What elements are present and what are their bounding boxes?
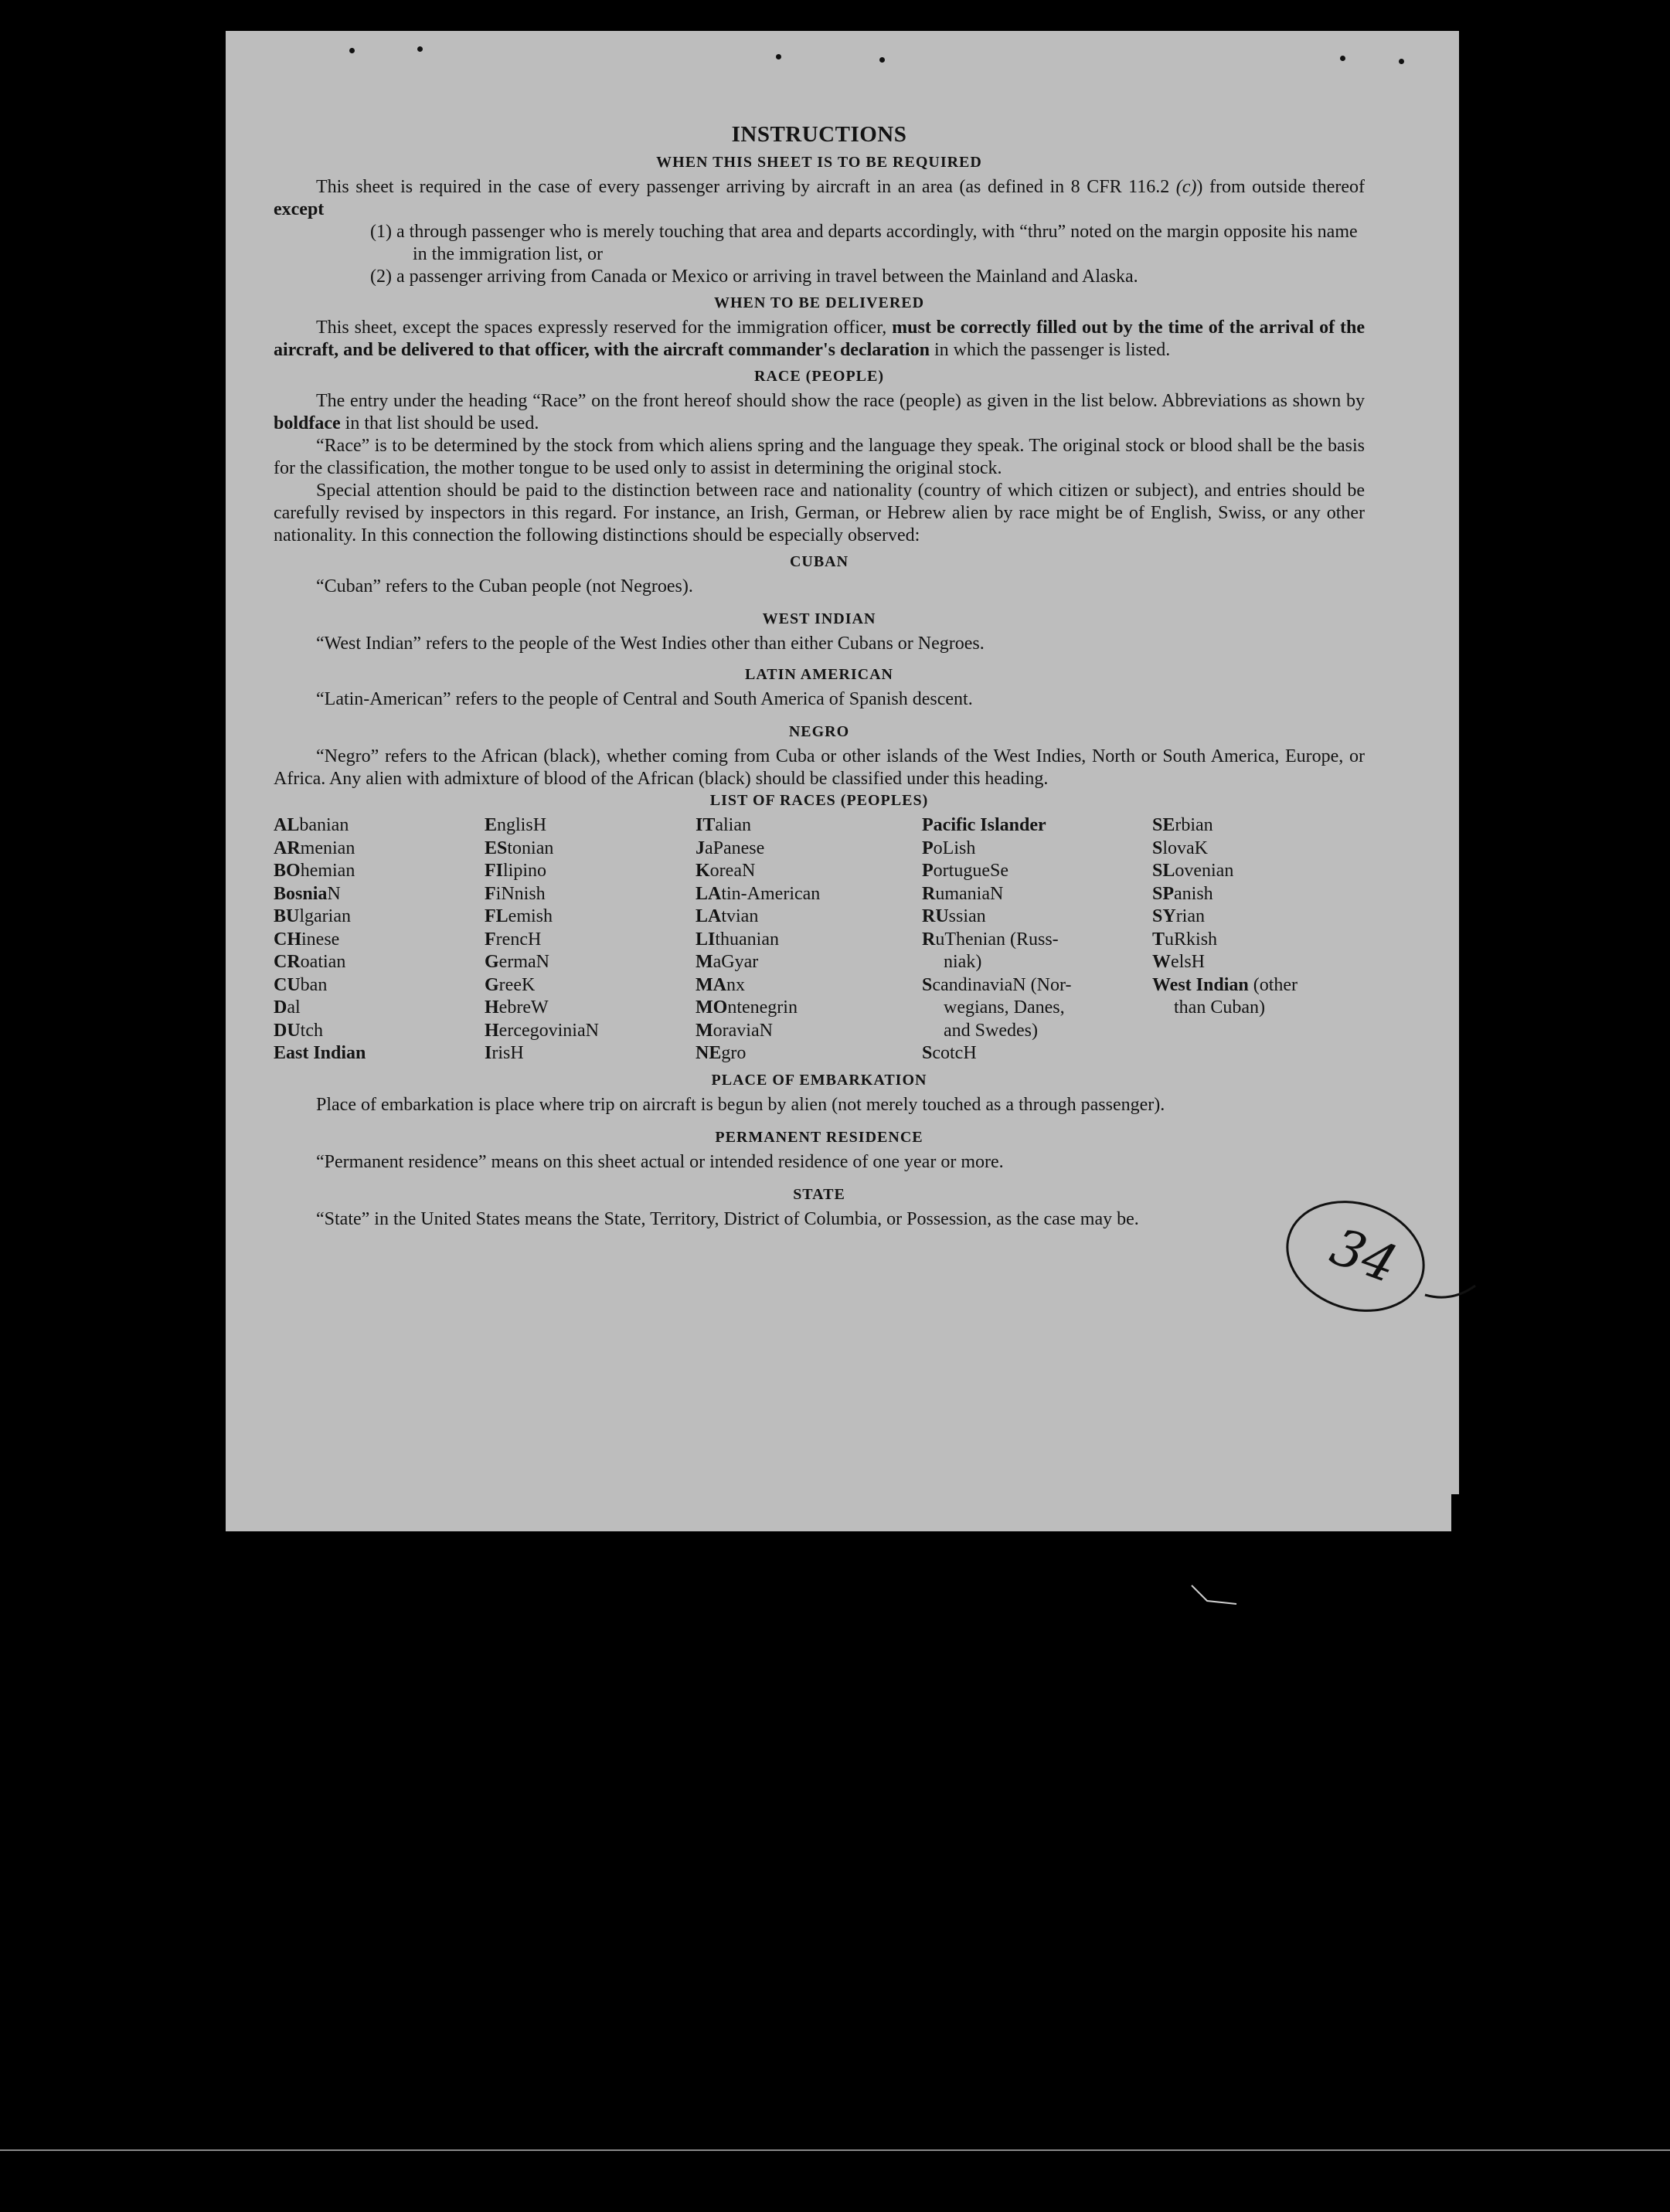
race-entry	[696, 997, 916, 1020]
race-rest: ortugueSe	[933, 861, 1008, 881]
race-entry	[922, 1042, 1146, 1065]
race-rest: ebreW	[498, 997, 549, 1018]
race-entry	[274, 951, 478, 974]
race-rest: inese	[301, 929, 340, 950]
race-abbrev: H	[485, 997, 499, 1018]
race-entry	[922, 906, 1146, 929]
race-rest: iNnish	[495, 883, 546, 904]
delivered-text-a: This sheet, except the spaces expressly reserved for the immigration officer,	[316, 318, 893, 338]
race-entry	[922, 929, 1146, 952]
handwritten-number: 34	[1323, 1216, 1405, 1295]
race-abbrev: LA	[696, 906, 722, 926]
race-abbrev: FL	[485, 906, 508, 926]
race-abbrev: M	[696, 1020, 713, 1041]
race-abbrev: S	[922, 974, 933, 995]
race-rest: and Swedes)	[944, 1020, 1038, 1041]
heading-races-list: LIST OF RACES (PEOPLES)	[709, 792, 929, 809]
race-rest: nglisH	[497, 815, 547, 835]
race-abbrev: F	[485, 929, 496, 950]
race-entry	[922, 814, 1146, 838]
race-rest: N	[327, 883, 341, 904]
heading-residence: PERMANENT RESIDENCE	[715, 1128, 923, 1146]
document-sheet	[226, 31, 1459, 1531]
race-entry	[1152, 814, 1365, 838]
races-column-3	[696, 814, 916, 1065]
race-p1-a: The entry under the heading “Race” on the front hereof should show the race (people) as given in the list below. Abbreviations as shown by	[316, 391, 1365, 411]
race-entry	[696, 951, 916, 974]
race-rest: risH	[491, 1043, 524, 1063]
race-rest: umaniaN	[935, 883, 1004, 904]
race-entry	[485, 814, 689, 838]
race-entry	[485, 906, 689, 929]
race-rest: ovenian	[1175, 861, 1234, 881]
race-entry	[485, 883, 689, 906]
race-rest: tonian	[507, 838, 554, 858]
race-abbrev: CR	[274, 952, 301, 972]
race-abbrev: IT	[696, 815, 716, 835]
instructions-body	[274, 122, 1365, 1231]
race-rest: anish	[1174, 883, 1213, 904]
intro-text-2: ) from outside thereof	[1196, 177, 1365, 197]
race-entry	[1152, 906, 1365, 929]
race-abbrev: West Indian	[1152, 974, 1249, 995]
punch-mark	[1399, 59, 1404, 64]
intro-text: This sheet is required in the case of every passenger arriving by aircraft in an area (as defined in 8 CFR 116.2	[316, 177, 1176, 197]
required-item-1: (1) a through passenger who is merely touching that area and departs accordingly, with “thru” noted on the margin opposite his name in the immigration list, or	[370, 222, 1358, 264]
race-paragraph-3: Special attention should be paid to the distinction between race and nationality (country of which citizen or subject), and entries should be carefully revised by inspectors in this regard. For instance, an Irish, German, or Hebrew alien by race might be of English, Swiss, or any other nationality. In this connection the following distinctions should be especially observed:	[274, 481, 1365, 545]
race-abbrev: SP	[1152, 883, 1175, 904]
race-entry	[696, 1020, 916, 1043]
race-rest: wegians, Danes,	[944, 997, 1065, 1018]
race-abbrev: I	[485, 1043, 492, 1063]
race-abbrev: E	[485, 815, 498, 835]
race-abbrev: FI	[485, 861, 503, 881]
races-column-5	[1152, 814, 1365, 1065]
race-entry	[485, 974, 689, 997]
race-rest: nx	[726, 974, 745, 995]
race-rest: ntenegrin	[727, 997, 798, 1018]
punch-mark	[349, 48, 355, 53]
race-abbrev: S	[1152, 838, 1163, 858]
race-rest: hemian	[300, 861, 355, 881]
race-abbrev: T	[1152, 929, 1165, 950]
race-rest: than Cuban)	[1174, 997, 1265, 1018]
race-rest: tvian	[721, 906, 759, 926]
race-rest: candinaviaN (Nor-	[932, 974, 1072, 995]
race-entry	[1152, 951, 1365, 974]
races-column-4	[922, 814, 1146, 1065]
state-text: “State” in the United States means the State, Territory, District of Columbia, or Possession, as the case may be.	[316, 1208, 1139, 1229]
race-entry	[696, 906, 916, 929]
race-paragraph-1	[274, 390, 1365, 435]
race-rest: lovaK	[1162, 838, 1209, 858]
race-entry	[274, 883, 478, 906]
race-entry	[485, 838, 689, 861]
except-word: except	[274, 199, 325, 219]
heading-embarkation: PLACE OF EMBARKATION	[711, 1071, 927, 1089]
race-entry	[1152, 860, 1365, 883]
race-abbrev: BO	[274, 861, 301, 881]
race-rest: uRkish	[1165, 929, 1218, 950]
race-entry	[922, 860, 1146, 883]
heading-required: WHEN THIS SHEET IS TO BE REQUIRED	[656, 154, 982, 171]
races-list	[274, 814, 1365, 1065]
race-abbrev: M	[696, 952, 713, 972]
race-rest: alian	[715, 815, 751, 835]
scan-bottom-line	[0, 2149, 1670, 2151]
race-abbrev: LI	[696, 929, 716, 950]
race-rest: gro	[721, 1043, 747, 1063]
race-abbrev: J	[696, 838, 705, 858]
paper-edge-tear	[1451, 1494, 1459, 1531]
race-rest: aPanese	[705, 838, 765, 858]
race-entry	[274, 1020, 478, 1043]
race-entry	[485, 1042, 689, 1065]
race-entry	[485, 951, 689, 974]
race-abbrev: SL	[1152, 861, 1175, 881]
race-entry	[1152, 929, 1365, 952]
intro-italic: (c)	[1175, 177, 1197, 197]
race-abbrev: R	[922, 883, 936, 904]
race-abbrev: R	[922, 929, 936, 950]
negro-text: “Negro” refers to the African (black), whether coming from Cuba or other islands of the West Indies, North or South America, Europe, or Africa. Any alien with admixture of blood of the African (black) should be classified under this heading.	[274, 746, 1365, 789]
race-entry	[485, 1020, 689, 1043]
race-rest: al	[287, 997, 301, 1018]
race-abbrev: SE	[1152, 815, 1175, 835]
race-entry	[274, 814, 478, 838]
race-abbrev: S	[922, 1043, 933, 1063]
race-abbrev: P	[922, 838, 934, 858]
race-entry	[922, 951, 1146, 974]
race-rest: ban	[300, 974, 328, 995]
race-entry	[274, 906, 478, 929]
race-entry	[274, 929, 478, 952]
punch-mark	[879, 57, 885, 63]
race-rest: lgarian	[299, 906, 351, 926]
race-rest: rencH	[495, 929, 542, 950]
race-entry	[922, 883, 1146, 906]
race-entry	[485, 929, 689, 952]
latin-american-text: “Latin-American” refers to the people of Central and South America of Spanish descent.	[316, 689, 973, 709]
heading-race: RACE (PEOPLE)	[754, 368, 884, 385]
race-entry	[485, 860, 689, 883]
race-abbrev: G	[485, 974, 499, 995]
race-rest: oraviaN	[713, 1020, 773, 1041]
heading-latin-american: LATIN AMERICAN	[745, 666, 893, 683]
race-rest: oatian	[300, 952, 346, 972]
punch-mark	[417, 46, 423, 52]
race-entry	[1152, 838, 1365, 861]
race-rest: ermaN	[498, 952, 549, 972]
races-column-2	[485, 814, 689, 1065]
heading-west-indian: WEST INDIAN	[762, 610, 876, 627]
race-entry	[274, 997, 478, 1020]
race-abbrev: H	[485, 1020, 499, 1041]
race-rest: ssian	[948, 906, 986, 926]
race-entry	[922, 838, 1146, 861]
race-entry	[1152, 997, 1365, 1020]
west-indian-text: “West Indian” refers to the people of the West Indies other than either Cubans or Negroes.	[316, 634, 985, 654]
race-rest: lipino	[503, 861, 547, 881]
race-abbrev: MO	[696, 997, 728, 1018]
embarkation-text: Place of embarkation is place where trip on aircraft is begun by alien (not merely touched as a through passenger).	[316, 1094, 1165, 1115]
heading-delivered: WHEN TO BE DELIVERED	[713, 294, 925, 311]
race-entry	[696, 814, 916, 838]
race-entry	[922, 997, 1146, 1020]
races-column-1	[274, 814, 478, 1065]
race-abbrev: AR	[274, 838, 301, 858]
race-abbrev: SY	[1152, 906, 1176, 926]
race-rest: niak)	[944, 952, 982, 972]
race-entry	[696, 883, 916, 906]
race-abbrev: RU	[922, 906, 949, 926]
race-abbrev: CH	[274, 929, 301, 950]
race-entry	[274, 974, 478, 997]
delivered-text	[274, 317, 1365, 362]
race-abbrev: F	[485, 883, 496, 904]
race-rest: (other	[1248, 974, 1298, 995]
race-abbrev: Bosnia	[274, 883, 328, 904]
race-entry	[696, 929, 916, 952]
race-abbrev: AL	[274, 815, 300, 835]
race-abbrev: BU	[274, 906, 300, 926]
race-abbrev: NE	[696, 1043, 722, 1063]
delivered-text-b: in which the passenger is listed.	[929, 340, 1171, 360]
race-entry	[274, 860, 478, 883]
race-rest: cotcH	[932, 1043, 977, 1063]
race-entry	[922, 1020, 1146, 1043]
race-abbrev: East Indian	[274, 1043, 366, 1063]
race-abbrev: Pacific Islander	[922, 815, 1046, 835]
handwritten-circle-note	[1240, 1179, 1479, 1326]
race-abbrev: LA	[696, 883, 722, 904]
race-rest: menian	[300, 838, 355, 858]
race-abbrev: K	[696, 861, 710, 881]
race-entry	[1152, 974, 1365, 997]
race-p1-bold: boldface	[274, 413, 341, 433]
heading-negro: NEGRO	[788, 723, 850, 740]
required-item-2: (2) a passenger arriving from Canada or Mexico or arriving in travel between the Mainland and Alaska.	[370, 267, 1138, 287]
race-entry	[922, 974, 1146, 997]
race-rest: rian	[1175, 906, 1205, 926]
race-rest: oreaN	[709, 861, 756, 881]
race-rest: ercegoviniaN	[498, 1020, 599, 1041]
race-entry	[274, 838, 478, 861]
race-entry	[696, 1042, 916, 1065]
race-abbrev: ES	[485, 838, 508, 858]
race-rest: rbian	[1175, 815, 1213, 835]
race-paragraph-2: “Race” is to be determined by the stock from which aliens spring and the language they speak. The original stock or blood shall be the basis for the classification, the mother tongue to be used only to assist in determining the original stock.	[274, 436, 1365, 478]
punch-mark	[1340, 56, 1345, 61]
race-abbrev: CU	[274, 974, 301, 995]
race-rest: oLish	[933, 838, 976, 858]
heading-cuban: CUBAN	[789, 553, 849, 570]
race-entry	[274, 1042, 478, 1065]
race-entry	[696, 974, 916, 997]
stray-mark	[1190, 1584, 1244, 1615]
race-p1-b: in that list should be used.	[340, 413, 539, 433]
race-rest: tch	[300, 1020, 323, 1041]
residence-text: “Permanent residence” means on this sheet actual or intended residence of one year or more.	[316, 1151, 1004, 1172]
race-entry	[1152, 883, 1365, 906]
race-entry	[485, 997, 689, 1020]
race-rest: elsH	[1171, 952, 1205, 972]
race-rest: emish	[508, 906, 553, 926]
page-title: INSTRUCTIONS	[731, 122, 907, 147]
cuban-text: “Cuban” refers to the Cuban people (not Negroes).	[316, 576, 693, 596]
punch-mark	[776, 54, 781, 59]
race-abbrev: P	[922, 861, 934, 881]
race-rest: banian	[299, 815, 349, 835]
race-rest: uThenian (Russ-	[935, 929, 1059, 950]
race-rest: thuanian	[715, 929, 779, 950]
race-abbrev: D	[274, 997, 287, 1018]
race-abbrev: MA	[696, 974, 726, 995]
delivered-text-bold: must be correctly filled out by the time of the arrival of the aircraft, and be delivered to that officer, with the aircraft commander's declaration	[274, 318, 1366, 360]
race-rest: tin-American	[721, 883, 821, 904]
race-rest: reeK	[498, 974, 536, 995]
race-rest: aGyar	[713, 952, 759, 972]
required-intro	[274, 176, 1365, 221]
race-entry	[696, 860, 916, 883]
race-abbrev: DU	[274, 1020, 301, 1041]
race-entry	[696, 838, 916, 861]
heading-state: STATE	[793, 1185, 845, 1203]
race-abbrev: G	[485, 952, 499, 972]
race-abbrev: W	[1152, 952, 1171, 972]
